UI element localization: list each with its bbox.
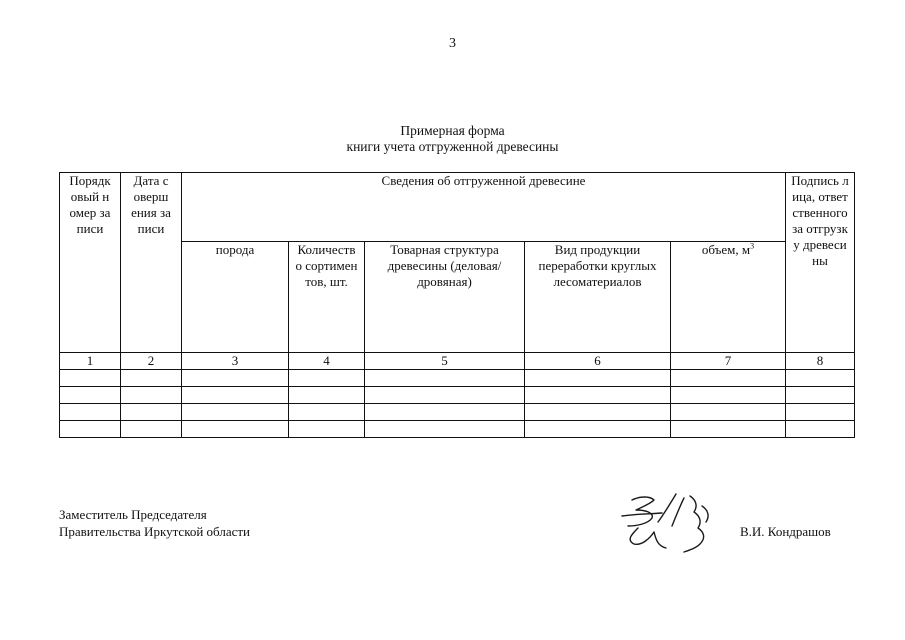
table-cell (365, 387, 525, 404)
signatory-position-line-1: Заместитель Председателя (59, 507, 207, 522)
column-number: 7 (671, 353, 786, 370)
column-number: 8 (786, 353, 855, 370)
table-cell (525, 404, 671, 421)
header-row (60, 173, 855, 242)
header-volume-unit: 3 (750, 241, 755, 251)
table-cell (60, 421, 121, 438)
header-volume-label: объем, м (701, 242, 751, 257)
handwritten-signature (610, 486, 720, 558)
table-cell (525, 421, 671, 438)
header-product-type: Вид продукции переработки круглых лесоматериалов (525, 242, 671, 353)
table-row (60, 421, 855, 438)
table-cell (671, 404, 786, 421)
header-record-number: Порядковый номер записи (60, 173, 121, 353)
table-cell (671, 387, 786, 404)
signatory-name: В.И. Кондрашов (740, 524, 831, 539)
table-cell (60, 387, 121, 404)
header-commodity-structure: Товарная структура древесины (деловая/дровяная) (365, 242, 525, 353)
header-volume (671, 242, 786, 353)
table-cell (182, 370, 289, 387)
form-title-line-1: Примерная форма (400, 123, 505, 138)
column-number-row (60, 353, 855, 370)
table-cell (671, 370, 786, 387)
table-cell (289, 370, 365, 387)
form-title (0, 123, 905, 155)
table-cell (60, 370, 121, 387)
table-cell (786, 404, 855, 421)
table-cell (786, 421, 855, 438)
column-number: 3 (182, 353, 289, 370)
table-cell (121, 370, 182, 387)
table-cell (121, 387, 182, 404)
table-cell (786, 387, 855, 404)
column-number: 1 (60, 353, 121, 370)
column-number: 5 (365, 353, 525, 370)
table-cell (365, 370, 525, 387)
table-cell (182, 421, 289, 438)
column-number: 6 (525, 353, 671, 370)
table-cell (289, 404, 365, 421)
header-responsible-signature: Подпись лица, ответственного за отгрузку древесины (786, 173, 855, 353)
column-number: 4 (289, 353, 365, 370)
table-cell (289, 387, 365, 404)
header-record-date: Дата совершения записи (121, 173, 182, 353)
signatory-position-line-2: Правительства Иркутской области (59, 524, 251, 539)
header-assortment-count: Количество сортиментов, шт. (289, 242, 365, 353)
shipment-register-table (59, 172, 855, 438)
table-row (60, 404, 855, 421)
table-cell (365, 404, 525, 421)
table-cell (525, 370, 671, 387)
table-cell (121, 421, 182, 438)
form-title-line-2: книги учета отгруженной древесины (346, 139, 559, 154)
table-cell (365, 421, 525, 438)
header-shipped-timber-info: Сведения об отгруженной древесине (182, 173, 786, 242)
table-cell (60, 404, 121, 421)
column-number: 2 (121, 353, 182, 370)
table-row (60, 387, 855, 404)
table-cell (182, 404, 289, 421)
signatory-position (59, 506, 250, 540)
header-species: порода (182, 242, 289, 353)
table-cell (786, 370, 855, 387)
table-row (60, 370, 855, 387)
table-cell (289, 421, 365, 438)
table-cell (671, 421, 786, 438)
table-cell (121, 404, 182, 421)
page-number: 3 (449, 36, 456, 51)
table-cell (182, 387, 289, 404)
table-cell (525, 387, 671, 404)
